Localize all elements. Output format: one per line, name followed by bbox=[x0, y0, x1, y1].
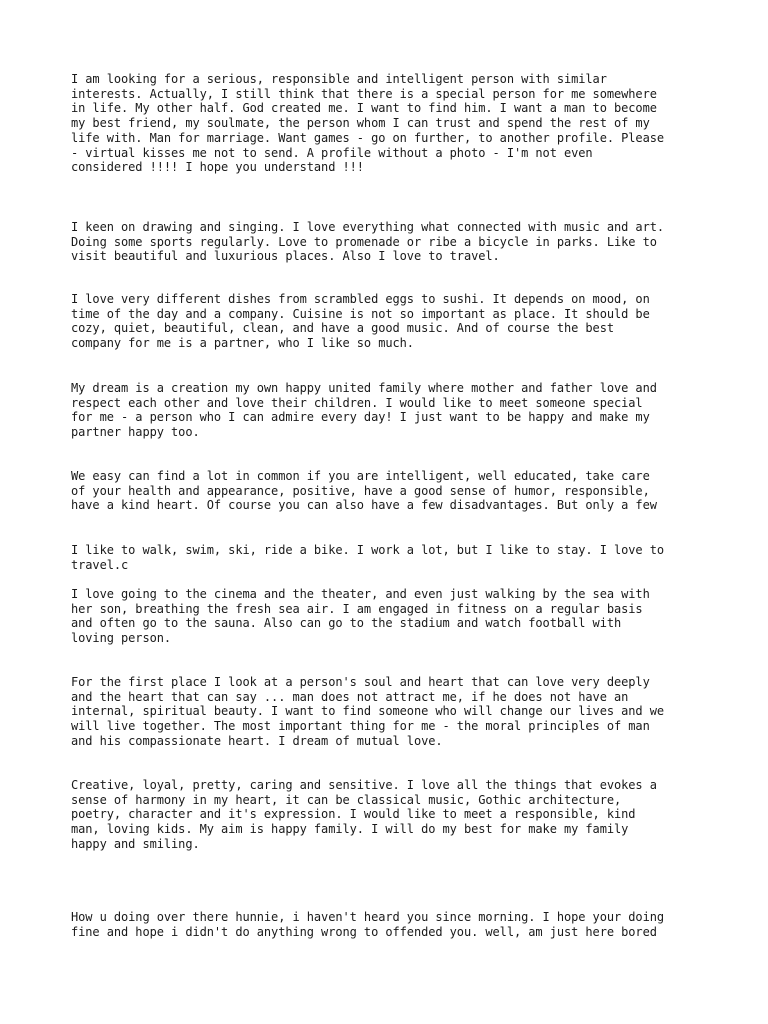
paragraph-dream: My dream is a creation my own happy united family where mother and father love and respect each other and love their children. I would like to meet someone special for me - a person who I can admire every day! I just want to be happy and make my partner happy too. bbox=[71, 381, 657, 440]
paragraph-intro: I am looking for a serious, responsible and intelligent person with similar interests. Actually, I still think that there is a special person for me somewhere in life. My other half. God created me. I want to find him. I want a man to become my best friend, my soulmate, the person whom I can trust and spend the rest of my life with. Man for marriage. Want games - go on further, to another profile. Please - virtual kisses me not to send. A profile without a photo - I'm not even considered !!!! I hope you understand !!! bbox=[71, 72, 665, 175]
paragraph-character: Creative, loyal, pretty, caring and sensitive. I love all the things that evokes a sense of harmony in my heart, it can be classical music, Gothic architecture, poetry, character and it's expression. I would like to meet a responsible, kind man, loving kids. My aim is happy family. I will do my best for make my family happy and smiling. bbox=[71, 778, 657, 851]
paragraph-common: We easy can find a lot in common if you are intelligent, well educated, take care of your health and appearance, positive, have a good sense of humor, responsible, have a kind heart. Of course you can also have a few disadvantages. But only a few bbox=[71, 469, 657, 513]
paragraph-activities: I like to walk, swim, ski, ride a bike. I work a lot, but I like to stay. I love to travel.c bbox=[71, 543, 665, 572]
paragraph-hobbies: I keen on drawing and singing. I love everything what connected with music and art. Doing some sports regularly. Love to promenade or ribe a bicycle in parks. Like to visit beautiful and luxurious places. Also I love to travel. bbox=[71, 220, 665, 264]
paragraph-cinema: I love going to the cinema and the theater, and even just walking by the sea with her son, breathing the fresh sea air. I am engaged in fitness on a regular basis and often go to the sauna. Also can go to the stadium and watch football with loving person. bbox=[71, 587, 650, 646]
paragraph-food: I love very different dishes from scrambled eggs to sushi. It depends on mood, on time of the day and a company. Cuisine is not so important as place. It should be cozy, quiet, beautiful, clean, and have a good music. And of course the best company for me is a partner, who I like so much. bbox=[71, 292, 650, 351]
paragraph-message: How u doing over there hunnie, i haven't heard you since morning. I hope your doing fine and hope i didn't do anything wrong to offended you. well, am just here bored bbox=[71, 910, 665, 939]
paragraph-soul: For the first place I look at a person's soul and heart that can love very deeply and the heart that can say ... man does not attract me, if he does not have an internal, spiritual beauty. I want to find someone who will change our lives and we will live together. The most important thing for me - the moral principles of man and his compassionate heart. I dream of mutual love. bbox=[71, 675, 665, 748]
